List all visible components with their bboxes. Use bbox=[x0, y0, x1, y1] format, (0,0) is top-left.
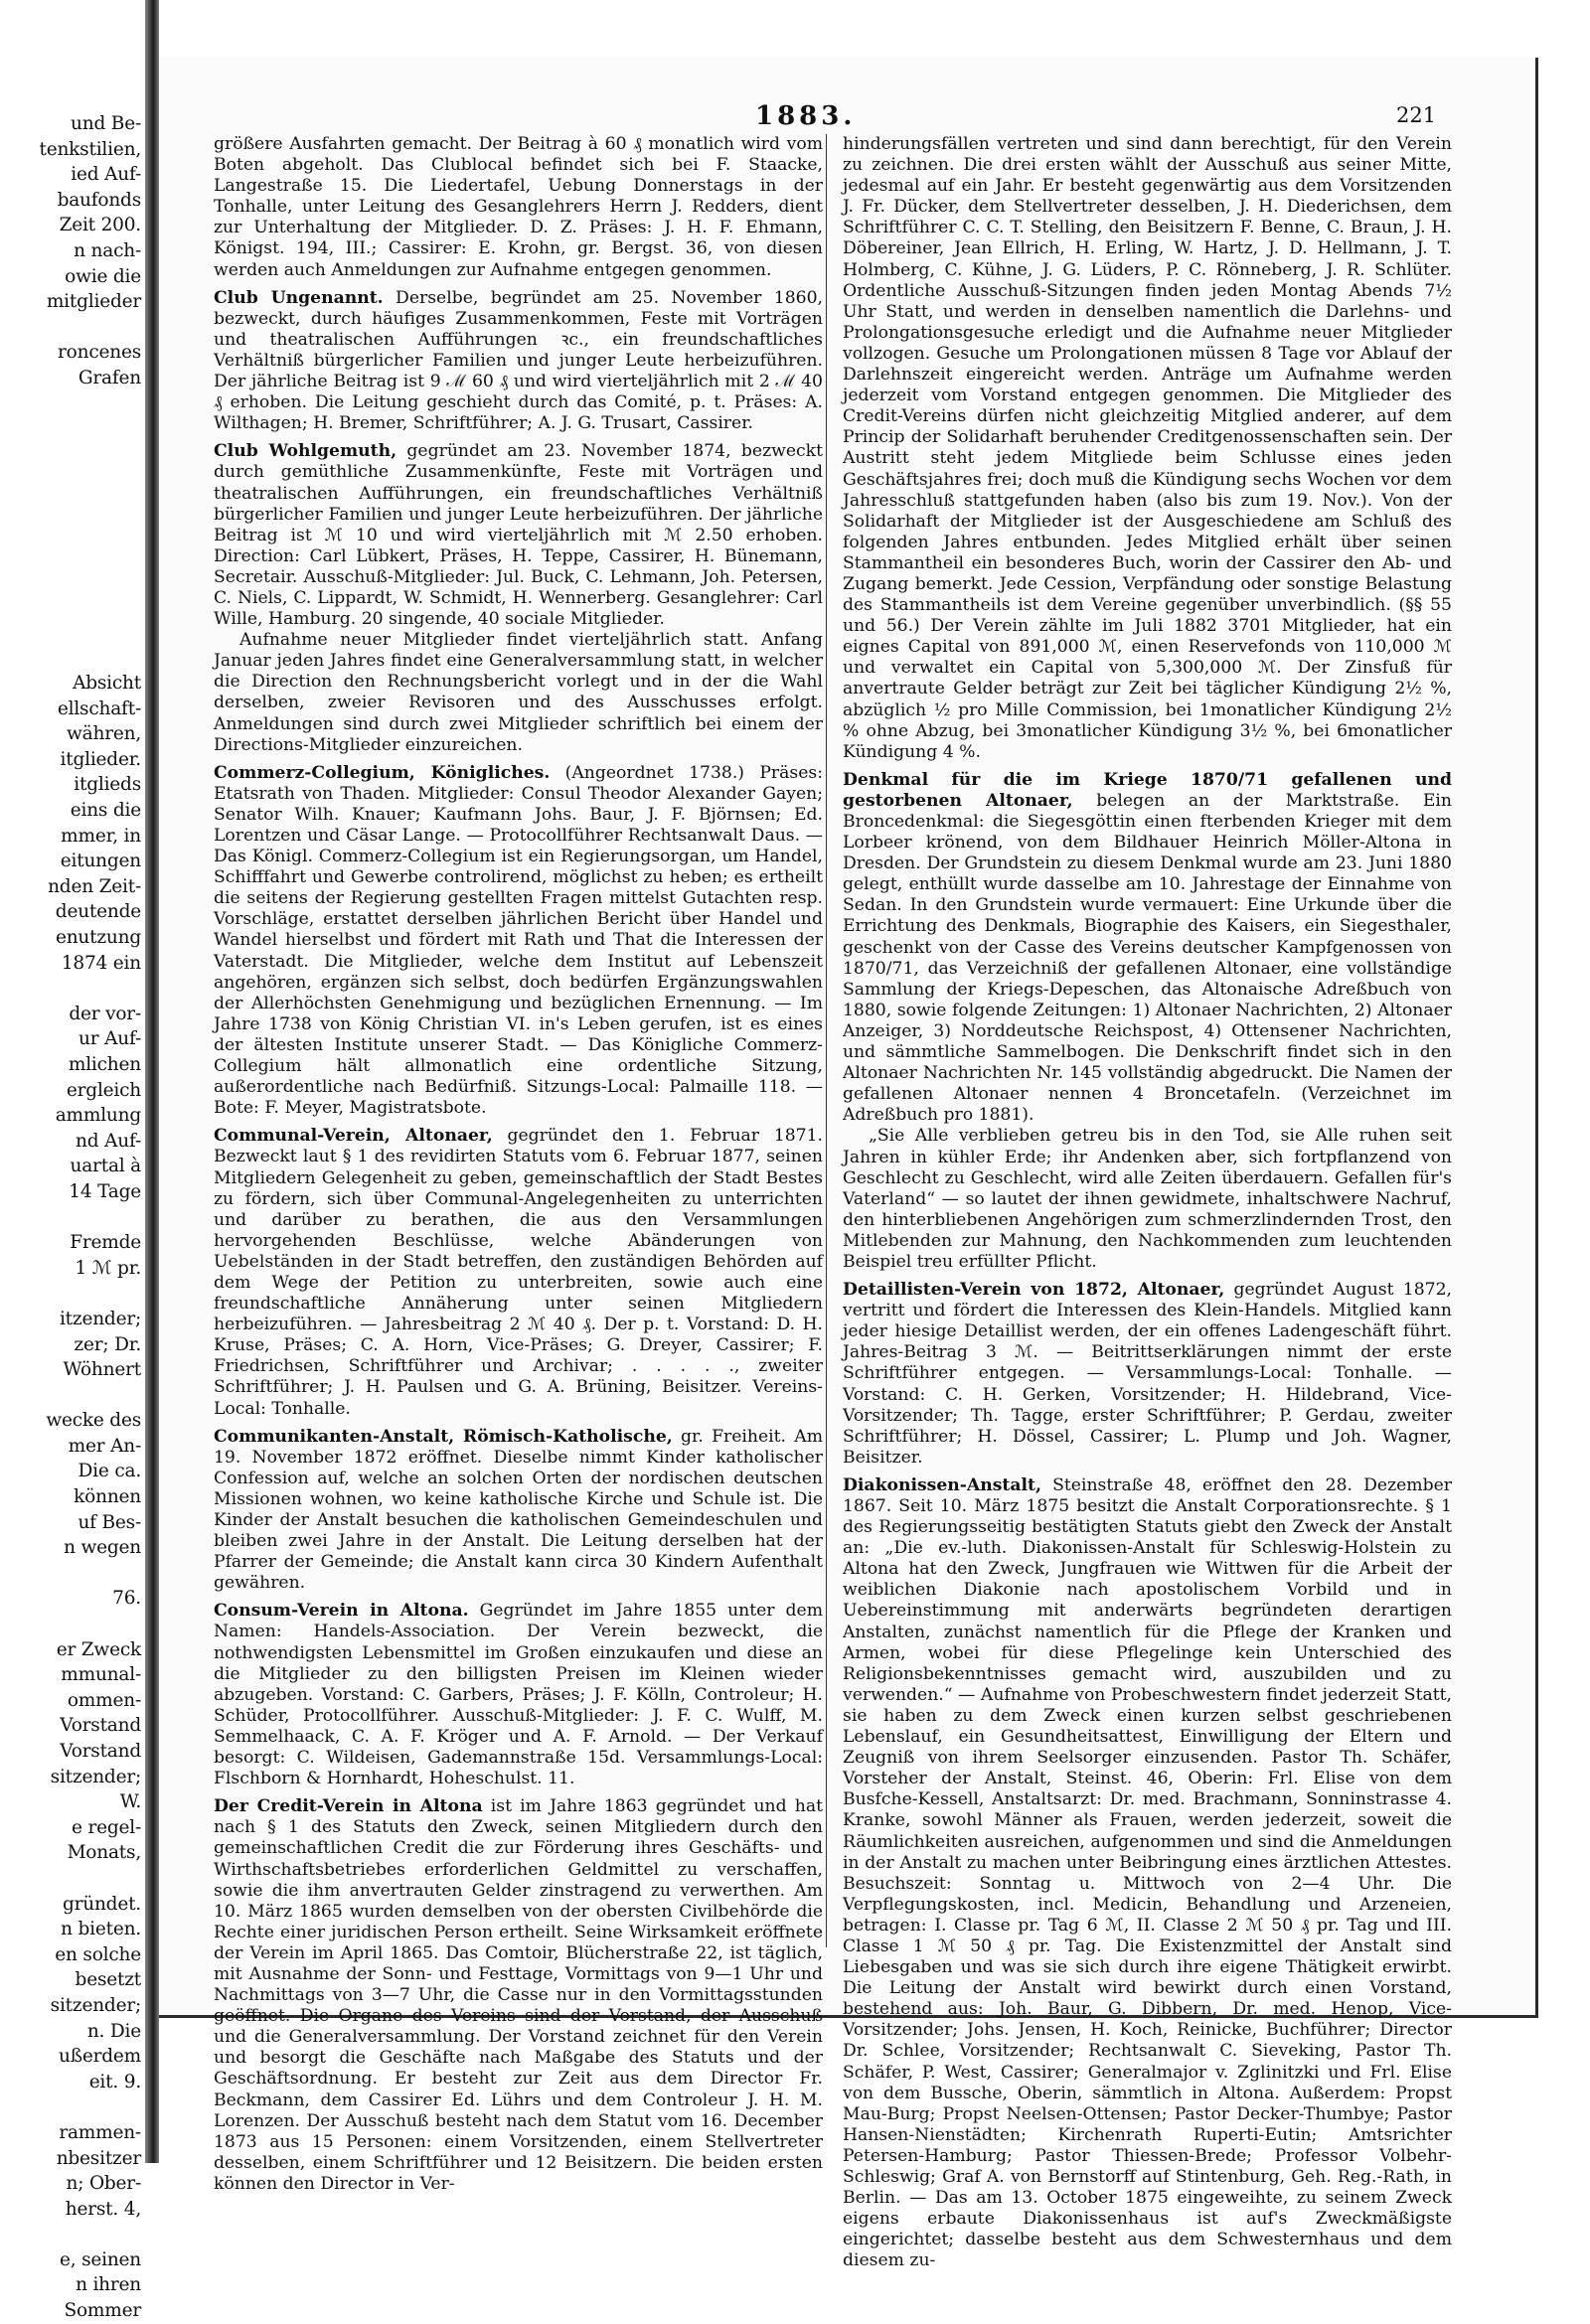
previous-page-fragment: e, seinen bbox=[59, 2248, 141, 2270]
previous-page-fragment: ammlung bbox=[55, 1105, 141, 1127]
entry-heading: Communal-Verein, Altonaer, bbox=[214, 1126, 493, 1147]
previous-page-fragment bbox=[2, 519, 141, 544]
entry-heading: Communikanten-Anstalt, Römisch-Katholische, bbox=[214, 1426, 673, 1447]
directory-entry bbox=[214, 134, 823, 281]
column-divider bbox=[826, 134, 827, 1947]
previous-page-fragment: ommen- bbox=[67, 1689, 141, 1711]
previous-page-edge bbox=[0, 0, 147, 2322]
previous-page-fragment bbox=[2, 569, 141, 595]
previous-page-fragment: Grafen bbox=[78, 367, 141, 388]
previous-page-fragment bbox=[2, 1205, 141, 1231]
previous-page-fragment: n; Ober- bbox=[66, 2173, 141, 2195]
previous-page-fragment: ellschaft- bbox=[57, 697, 141, 719]
entry-body: Steinstraße 48, eröffnet den 28. Dezember 1867. Seit 10. März 1875 besitzt die Anstalt Corporationsrechte. § 1 des Regierungsseitig bestätigten Statuts giebt den Zweck der Anstalt an: „Die ev.-luth. Diakonissen-Anstalt für Schleswig-Holstein zu Altona hat den Zweck, Jungfrauen wie Wittwen für die Arbeit der weiblichen Diakonie nach apostolischem Vorbild und in Uebereinstimmung mit anderwärts begründeten derartigen Anstalten, zunächst namentlich für die Pflege der Kranken und Armen, wobei für diese Pflegelinge kein Unterschied des Religionsbekenntnisses gemacht wird, auszubilden und zu verwenden.“ — Aufnahme von Probeschwestern findet jederzeit Statt, sie haben zu dem Zweck einen kurzen selbst geschriebenen Lebenslauf, ein Gesundheitsattest, Einwilligung der Eltern und Zeugniß von ihrem Seelsorger einzusenden. Pastor Th. Schäfer, Vorsteher der Anstalt, Steinst. 46, Oberin: Frl. Elise von dem Busfche-Kessell, Anstaltsarzt: Dr. med. Brachmann, Sonninstrasse 4. Kranke, sowohl Männer als Frauen, werden jederzeit, soweit die Räumlichkeiten ausreichen, aufgenommen und sind die Anmeldungen in der Anstalt zu machen unter Beibringung eines ärztlichen Attestes. Besuchszeit: Sonntag u. Mittwoch von 2—4 Uhr. Die Verpflegungskosten, incl. Medicin, Behandlung und Arzeneien, betragen: I. Classe pr. Tag 6 ℳ, II. Classe 2 ℳ 50 ₰ pr. Tag und III. Classe 1 ℳ 50 ₰ pr. Tag. Die Existenzmittel der Anstalt sind Liebesgaben und was sie sich durch ihre eigene Thätigkeit erwirbt. Die Leitung der Anstalt wird bewirkt durch einen Vorstand, bestehend aus: Joh. Baur, G. Dibbern, Dr. med. Henop, Vice-Vorsitzender; Johs. Jensen, H. Koch, Reinicke, Buchführer; Director Dr. Schlee, Vorsitzender; Rechtsanwalt C. Sieveking, Pastor Th. Schäfer, P. West, Cassirer; Generalmajor v. Zglinitzki und Frl. Elise von dem Bussche, Oberin, sämmtlich in Altona. Außerdem: Propst Mau-Burg; Propst Neelsen-Ottensen; Pastor Decker-Thumbye; Pastor Hansen-Nienstädten; Kirchenrath Ruperti-Eutin; Amtsrichter Petersen-Hamburg; Pastor Thiessen-Brede; Professor Volbehr-Schleswig; Graf A. von Bernstorff auf Stintenburg, Geh. Reg.-Rath, in Berlin. — Das am 13. October 1875 eingeweihte, zu seinem Zweck eigens erbaute Diakonissenhaus ist auf's Zweckmäßigste eingerichtet; dasselbe besteht aus dem Schwesternhaus und dem diesem zu- bbox=[843, 1474, 1452, 2271]
previous-page-fragment: mitglieder bbox=[46, 291, 141, 313]
previous-page-fragment: zer; Dr. bbox=[74, 1333, 141, 1355]
previous-page-fragment: Zeit 200. bbox=[59, 215, 141, 236]
previous-page-fragment: mmer, in bbox=[61, 825, 141, 847]
entry-body: ist im Jahre 1863 gegründet und hat nach § 1 des Statuts den Zweck, seinen Mitgliedern durch den gemeinschaftlichen Credit die zur Förderung ihres Geschäfts- und Wirthschaftsbetriebes erforderlichen Geldmittel zu verschaffen, sowie die ihm anvertrauten Gelder zinstragend zu verwerthen. Am 10. März 1865 wurden demselben von der obersten Civilbehörde die Rechte einer juridischen Person ertheilt. Seine Wirksamkeit eröffnete der Verein im April 1865. Das Comtoir, Blücherstraße 22, ist täglich, mit Ausnahme der Sonn- und Festtage, Vormittags von 9—1 Uhr und Nachmittags von 3—7 Uhr, die Casse nur in den Vormittagsstunden geöffnet. Die Organe des Vereins sind der Vorstand, der Ausschuß und die Generalversammlung. Der Vorstand zeichnet für den Verein und besorgt die Geschäfte nach Maßgabe des Statuts und der Geschäftsordnung. Er besteht zur Zeit aus dem Director Fr. Beckmann, dem Cassirer Ed. Lührs und dem Controleur J. H. M. Lorenzen. Der Ausschuß besteht nach dem Statut vom 16. December 1873 aus 15 Personen: einem Vorsitzenden, einem Stellvertreter desselben, einem Schriftführer und 12 Beisitzern. Die beiden ersten können den Director in Ver- bbox=[214, 1796, 823, 2194]
previous-page-fragment bbox=[2, 543, 141, 569]
previous-page-fragment: tenkstilien, bbox=[39, 138, 141, 160]
entry-heading: Commerz-Collegium, Königliches. bbox=[214, 762, 551, 783]
entry-paragraph-continued: „Sie Alle verblieben getreu bis in den Tod, sie Alle ruhen seit Jahren in kühler Erde; ihr Andenken aber, sich fortpflanzend von Geschlecht zu Geschlecht, wird alle Zeiten überdauern. Gefallen für's Vaterland“ — so lautet der ihnen gewidmete, inhaltschwere Nachruf, den hinterbliebenen Angehörigen zum schmerzlindernden Trost, den Mitlebenden zur Mahnung, den Nachkommenden zum leuchtenden Beispiel treu erfüllter Pflicht. bbox=[843, 1126, 1452, 1272]
previous-page-fragment: gründet. bbox=[62, 1893, 141, 1915]
previous-page-fragment: Absicht bbox=[73, 673, 141, 695]
previous-page-fragment: ur Auf- bbox=[79, 1028, 141, 1050]
entry-body: Gegründet im Jahre 1855 unter dem Namen: Handels-Association. Der Verein bezweckt, die nothwendigsten Lebensmittel im Großen einzukaufen und diese an die Mitglieder zu den billigsten Preisen im Kleinen wieder abzugeben. Vorstand: C. Garbers, Präses; J. F. Kölln, Controleur; H. Schüder, Protocollführer. Ausschuß-Mitglieder: J. F. C. Wulff, M. Semmelhaack, C. A. F. Kröger und A. F. Arnold. — Der Verkauf besorgt: C. Wildeisen, Gademannstraße 15d. Versammlungs-Local: Flschborn & Hornhardt, Hoheschulst. 11. bbox=[214, 1601, 823, 1789]
previous-page-fragment bbox=[2, 467, 141, 493]
previous-page-fragment: n bieten. bbox=[61, 1919, 141, 1940]
previous-page-fragment: nden Zeit- bbox=[48, 875, 141, 897]
previous-page-fragment: mlichen bbox=[68, 1053, 141, 1075]
previous-page-fragment: itzender; bbox=[59, 1308, 141, 1329]
previous-page-fragment: n ihren bbox=[76, 2274, 141, 2296]
previous-page-fragment: 14 Tage bbox=[69, 1180, 141, 1202]
entry-body: größere Ausfahrten gemacht. Der Beitrag à 60 ₰ monatlich wird vom Boten abgeholt. Das Clublocal befindet sich bei F. Staacke, Langestraße 15. Die Liedertafel, Uebung Donnerstags in der Tonhalle, unter Leitung des Gesanglehrers Herrn J. Redders, dient zur Unterhaltung der Mitglieder. D. Z. Präses: J. H. F. Ehmann, Königst. 194, III.; Cassirer: E. Krohn, gr. Bergst. 36, von diesen werden auch Anmeldungen zur Aufnahme entgegen genommen. bbox=[214, 134, 823, 280]
previous-page-fragment: eitungen bbox=[60, 851, 141, 872]
entry-body: gegründet August 1872, vertritt und fördert die Interessen des Klein-Handels. Mitglied kann jeder hiesige Detaillist werden, der ein offenes Ladengeschäft führt. Jahres-Beitrag 3 ℳ. — Beitrittserklärungen nimmt der erste Schriftführer entgegen. — Versammlungs-Local: Tonhalle. — Vorstand: C. H. Gerken, Vorsitzender; H. Hildebrand, Vice-Vorsitzender; Th. Tagge, erster Schriftführer; P. Gerdau, zweiter Schriftführer; H. Dössel, Cassirer; L. Plump und Joh. Wagner, Beisitzer. bbox=[843, 1280, 1452, 1468]
previous-page-fragment bbox=[2, 1383, 141, 1409]
previous-page-fragment bbox=[2, 416, 141, 442]
previous-page-fragment bbox=[2, 391, 141, 417]
previous-page-fragment: enutzung bbox=[55, 927, 141, 948]
previous-page-fragment: mmunal- bbox=[61, 1664, 141, 1686]
previous-page-fragment: ied Auf- bbox=[71, 164, 141, 186]
previous-page-fragment: besetzt bbox=[75, 1969, 141, 1991]
previous-page-fragment: Fremde bbox=[70, 1232, 141, 1254]
previous-page-fragment: sitzender; bbox=[50, 1766, 141, 1787]
directory-entry bbox=[843, 770, 1452, 1273]
directory-entry bbox=[214, 763, 823, 1120]
entry-heading: Diakonissen-Anstalt, bbox=[843, 1474, 1041, 1495]
directory-entry bbox=[214, 1601, 823, 1789]
previous-page-fragment: itglieds bbox=[74, 774, 141, 796]
entry-paragraph bbox=[214, 1126, 823, 1419]
entry-paragraph bbox=[843, 1280, 1452, 1469]
previous-page-fragment: eins die bbox=[70, 800, 141, 822]
entry-body: gegründet den 1. Februar 1871. Bezweckt laut § 1 des revidirten Statuts vom 6. Februar 1877, seinen Mitgliedern Gelegenheit zu geben, gemeinschaftlich der Stadt Bestes zu fördern, sich über Communal-Angelegenheiten zu unterrichten und darüber zu berathen, die aus den Versammlungen hervorgehenden Beschlüsse, welche Abänderungen von Uebelständen in der Stadt betreffen, den zuständigen Behörden auf dem Wege der Petition zu unterbreiten, sowie auch eine freundschaftliche Annäherung unter seinen Mitgliedern herbeizuführen. — Jahresbeitrag 2 ℳ 40 ₰. Der p. t. Vorstand: D. H. Kruse, Präses; C. A. Horn, Vice-Präses; G. Dreyer, Cassirer; F. Friedrichsen, Schriftführer und Archivar; . . . . ., zweiter Schriftführer; J. H. Paulsen und G. A. Brüning, Beisitzer. Vereins-Local: Tonhalle. bbox=[214, 1126, 823, 1419]
previous-page-fragment bbox=[2, 594, 141, 620]
previous-page-fragment: n nach- bbox=[74, 239, 141, 261]
directory-entry bbox=[214, 1427, 823, 1595]
page-year: 1883. bbox=[755, 101, 857, 131]
previous-page-fragment: uartal à bbox=[70, 1156, 141, 1177]
directory-entry bbox=[214, 288, 823, 435]
previous-page-fragment: der vor- bbox=[69, 1003, 141, 1024]
directory-entry bbox=[214, 441, 823, 755]
previous-page-fragment: n. Die bbox=[86, 2020, 141, 2042]
previous-page-fragment: itglieder. bbox=[60, 748, 141, 770]
left-column bbox=[214, 134, 823, 2202]
entry-paragraph bbox=[214, 763, 823, 1120]
previous-page-fragment: en solche bbox=[55, 1943, 141, 1965]
previous-page-fragment bbox=[2, 2222, 141, 2247]
previous-page-fragment: nd Auf- bbox=[76, 1130, 141, 1152]
previous-page-fragment: er Zweck bbox=[56, 1638, 141, 1660]
previous-page-fragment bbox=[2, 442, 141, 468]
directory-entry bbox=[843, 134, 1452, 763]
previous-page-fragment: roncenes bbox=[58, 342, 141, 364]
previous-page-fragment bbox=[2, 1561, 141, 1587]
previous-page-fragment bbox=[2, 1281, 141, 1307]
previous-page-fragment bbox=[2, 315, 141, 341]
entry-paragraph-continued: Aufnahme neuer Mitglieder findet vierteljährlich statt. Anfang Januar jeden Jahres findet eine Generalversammlung statt, in welcher die Direction den Rechnungsbericht vorlegt und in der die Wahl derselben, zweier Revisoren und des Ausschusses erfolgt. Anmeldungen sind durch zwei Mitglieder schriftlich bei einem der Directions-Mitglieder einzureichen. bbox=[214, 630, 823, 755]
previous-page-fragment: n wegen bbox=[64, 1537, 141, 1559]
previous-page-fragment: sitzender; bbox=[50, 1994, 141, 2016]
previous-page-fragment: ergleich bbox=[66, 1079, 141, 1101]
previous-page-fragment: uf Bes- bbox=[78, 1511, 141, 1533]
entry-paragraph bbox=[214, 1601, 823, 1789]
entry-body: gegründet am 23. November 1874, bezweckt durch gemüthliche Zusammenkünfte, Feste mit Vorträgen und theatralischen Aufführungen, ein freundschaftliches Verhältniß bürgerlicher Familien und junger Leute herbeizuführen. Der jährliche Beitrag ist ℳ 10 und wird vierteljährlich mit ℳ 2.50 erhoben. Direction: Carl Lübkert, Präses, H. Teppe, Cassirer, H. Bünemann, Secretair. Ausschuß-Mitglieder: Jul. Buck, C. Lehmann, Joh. Petersen, C. Niels, C. Lippardt, W. Schmidt, H. Wennerberg. Gesanglehrer: Carl Wille, Hamburg. 20 singende, 40 sociale Mitglieder. bbox=[214, 441, 823, 630]
entry-paragraph bbox=[843, 134, 1452, 763]
entry-heading: Consum-Verein in Altona. bbox=[214, 1601, 469, 1622]
entry-paragraph bbox=[214, 288, 823, 435]
previous-page-fragment bbox=[2, 1612, 141, 1637]
entry-heading: Detaillisten-Verein von 1872, Altonaer, bbox=[843, 1280, 1225, 1301]
entry-paragraph bbox=[843, 1475, 1452, 2272]
previous-page-fragment: wecke des bbox=[46, 1410, 141, 1432]
entry-body: belegen an der Marktstraße. Ein Broncedenkmal: die Siegesgöttin einen fterbenden Krieger mit dem Lorbeer krönend, von dem Bildhauer Heinrich Möller-Altona in Dresden. Der Grundstein zu diesem Denkmal wurde am 23. Juni 1880 gelegt, enthüllt wurde dasselbe am 10. Jahrestage der Einnahme von Sedan. In den Grundstein wurde vermauert: Eine Urkunde über die Errichtung des Denkmals, Biographie des Kaisers, ein Siegesthaler, geschenkt von der Casse des Vereins deutscher Kampfgenossen von 1870/71, das Verzeichniß der gefallenen Altonaer, eine vollständige Sammlung der Kriegs-Depeschen, das Altonaische Adreßbuch von 1880, sowie folgende Zeitungen: 1) Altonaer Nachrichten, 2) Altonaer Anzeiger, 3) Norddeutsche Reichspost, 4) Ottensener Nachrichten, und sämmtliche Sammelbogen. Die Denkschrift findet sich in den Altonaer Nachrichten Nr. 145 vollständig abgedruckt. Die Namen der gefallenen Altonaer nennen 4 Broncetafeln. (Verzeichnet im Adreßbuch pro 1881). bbox=[843, 790, 1453, 1126]
previous-page-fragment: herst. 4, bbox=[65, 2198, 141, 2220]
entry-paragraph bbox=[214, 134, 823, 281]
previous-page-fragment: 1874 ein bbox=[61, 952, 141, 974]
entry-paragraph bbox=[843, 770, 1452, 1127]
entry-paragraph bbox=[214, 1427, 823, 1595]
previous-page-fragment: 76. bbox=[112, 1588, 141, 1610]
previous-page-fragment bbox=[2, 1866, 141, 1892]
entry-heading: Club Ungenannt. bbox=[214, 287, 384, 308]
directory-entry bbox=[214, 1796, 823, 2195]
previous-page-fragment: ußerdem bbox=[59, 2046, 141, 2068]
directory-entry bbox=[843, 1475, 1452, 2272]
directory-entry bbox=[214, 1126, 823, 1419]
page-number: 221 bbox=[1396, 103, 1437, 127]
previous-page-fragment: und Be- bbox=[71, 113, 141, 134]
previous-page-fragment: mer An- bbox=[68, 1435, 141, 1457]
entry-paragraph bbox=[214, 1796, 823, 2195]
previous-page-fragment bbox=[2, 620, 141, 646]
entry-heading: Der Credit-Verein in Altona bbox=[214, 1796, 483, 1817]
entry-body: (Angeordnet 1738.) Präses: Etatsrath von Thaden. Mitglieder: Consul Theodor Alexander Gayen; Senator Wilh. Knauer; Kaufmann Johs. Baur, J. F. Björnsen; Ed. Lorentzen und Cäsar Lange. — Protocollführer Rechtsanwalt Daus. — Das Königl. Commerz-Collegium ist ein Regierungsorgan, um Handel, Schifffahrt und Gewerbe controlirend, möglichst zu heben; es ertheilt die seitens der Regierung gestellten Fragen mittelst Gutachten resp. Vorschläge, erstattet derselben jährlichen Bericht über Handel und Wandel hierselbst und fördert mit Rath und That die Interessen der Vaterstadt. Die Mitglieder, welche dem Institut auf Lebenszeit angehören, ergänzen sich selbst, doch bedürfen Ergänzungswahlen der Allerhöchsten Genehmigung und bezüglichen Ernennung. — Im Jahre 1738 von König Christian VI. in's Leben gerufen, ist es eines der ältesten Institute unserer Stadt. — Das Königliche Commerz-Collegium hält allmonatlich eine ordentliche Sitzung, außerordentliche nach Bedürfniß. Sitzungs-Local: Palmaille 118. — Bote: F. Meyer, Magistratsbote. bbox=[214, 762, 823, 1119]
right-column bbox=[843, 134, 1452, 2278]
entry-paragraph bbox=[214, 441, 823, 630]
previous-page-fragment: baufonds bbox=[57, 189, 141, 211]
previous-page-fragment: rammen- bbox=[59, 2121, 141, 2143]
previous-page-fragment: Sommer bbox=[64, 2300, 141, 2322]
previous-page-fragment: nbesitzer bbox=[56, 2147, 141, 2169]
previous-page-fragment: W. bbox=[119, 1791, 141, 1813]
previous-page-fragment: 1 ℳ pr. bbox=[75, 1257, 141, 1279]
previous-page-fragment: owie die bbox=[65, 265, 141, 287]
previous-page-fragment bbox=[2, 493, 141, 519]
previous-page-fragment: Monats, bbox=[67, 1842, 141, 1864]
previous-page-fragment: Vorstand bbox=[60, 1741, 141, 1762]
previous-page-fragment: Die ca. bbox=[78, 1461, 141, 1482]
previous-page-fragment: deutende bbox=[55, 901, 141, 923]
entry-body: gr. Freiheit. Am 19. November 1872 eröffnet. Dieselbe nimmt Kinder katholischer Confession auf, welche an solchen Orten der nordischen deutschen Missionen wohnen, wo keine katholische Kirche und Schule ist. Die Kinder der Anstalt besuchen die katholischen Gemeindeschulen und bleiben zwei Jahre in der Anstalt. Die Leitung derselben hat der Pfarrer der Gemeinde; die Anstalt kann circa 30 Kindern Aufenthalt gewähren. bbox=[214, 1426, 823, 1594]
previous-page-fragment: e regel- bbox=[72, 1816, 141, 1838]
entry-heading: Denkmal für die im Kriege 1870/71 gefallenen und gestorbenen Altonaer, bbox=[843, 769, 1452, 811]
entry-heading: Club Wohlgemuth, bbox=[214, 441, 398, 462]
previous-page-fragment bbox=[2, 2094, 141, 2120]
previous-page-fragment: eit. 9. bbox=[88, 2071, 141, 2092]
previous-page-fragment: können bbox=[74, 1486, 141, 1508]
previous-page-fragment: währen, bbox=[67, 723, 141, 745]
previous-page-fragment bbox=[2, 645, 141, 671]
previous-page-fragments bbox=[2, 111, 141, 2324]
entry-body: Derselbe, begründet am 25. November 1860, bezweckt, durch häufiges Zusammenkommen, Feste mit Vorträgen und theatralischen Aufführungen ꝛc., ein freundschaftliches Verhältniß bürgerlicher Familien und junger Leute herbeizuführen. Der jährliche Beitrag ist 9 ℳ 60 ₰ und wird vierteljährlich mit 2 ℳ 40 ₰ erhoben. Die Leitung geschieht durch das Comité, p. t. Präses: A. Wilthagen; H. Bremer, Schriftführer; A. J. G. Trusart, Cassirer. bbox=[214, 287, 823, 434]
directory-entry bbox=[843, 1280, 1452, 1469]
previous-page-fragment: Wöhnert bbox=[63, 1359, 141, 1381]
entry-body: hinderungsfällen vertreten und sind dann berechtigt, für den Verein zu zeichnen. Die drei ersten wählt der Ausschuß aus seiner Mitte, jedesmal auf ein Jahr. Er besteht gegenwärtig aus dem Vorsitzenden J. Fr. Dücker, dem Stellvertreter desselben, J. H. Diederichsen, dem Schriftführer C. C. T. Stelling, den Beisitzern F. Benne, C. Braun, J. H. Döbereiner, Jean Ellrich, H. Erling, W. Hartz, J. D. Hellmann, J. T. Holmberg, C. Kühne, J. G. Lüders, P. C. Rönneberg, J. R. Schlüter. Ordentliche Ausschuß-Sitzungen finden jeden Montag Abends 7½ Uhr Statt, und werden in denselben namentlich die Darlehns- und Prolongationsgesuche erledigt und die Aufnahme neuer Mitglieder vollzogen. Gesuche um Prolongationen müssen 8 Tage vor Ablauf der Darlehnszeit eingereicht werden. Anträge um Aufnahme werden jederzeit vom Vorstand entgegen genommen. Die Mitglieder des Credit-Vereins dürfen nicht gleichzeitig Mitglied anderer, auf dem Princip der Solidarhaft beruhender Creditgenossenschaften sein. Der Austritt steht jedem Mitgliede beim Schlusse eines jeden Geschäftsjahres frei; doch muß die Kündigung sechs Wochen vor dem Jahresschluß stattgefunden haben (also bis zum 19. Nov.). Von der Solidarhaft der Mitglieder ist der Ausgeschiedene am Schluß des folgenden Jahres entbunden. Jedes Mitglied erhält über seinen Stammantheil ein besonderes Buch, worin der Cassirer den Ab- und Zugang bemerkt. Jede Cession, Verpfändung oder sonstige Belastung des Stammantheils ist dem Vereine gegenüber unverbindlich. (§§ 55 und 56.) Der Verein zählte im Juli 1882 3701 Mitglieder, hat ein eignes Capital von 891,000 ℳ, einen Reservefonds von 110,000 ℳ und verwaltet ein Capital von 5,300,000 ℳ. Der Zinsfuß für anvertraute Gelder beträgt zur Zeit bei täglicher Kündigung 2½ %, abzüglich ½ pro Mille Commission, bei 1monatlicher Kündigung 2½ % ohne Abzug, bei 3monatlicher Kündigung 3½ %, bei 6monatlicher Kündigung 4 %. bbox=[843, 134, 1452, 762]
previous-page-fragment bbox=[2, 976, 141, 1002]
book-gutter bbox=[145, 0, 159, 2163]
previous-page-fragment: Vorstand bbox=[60, 1715, 141, 1737]
